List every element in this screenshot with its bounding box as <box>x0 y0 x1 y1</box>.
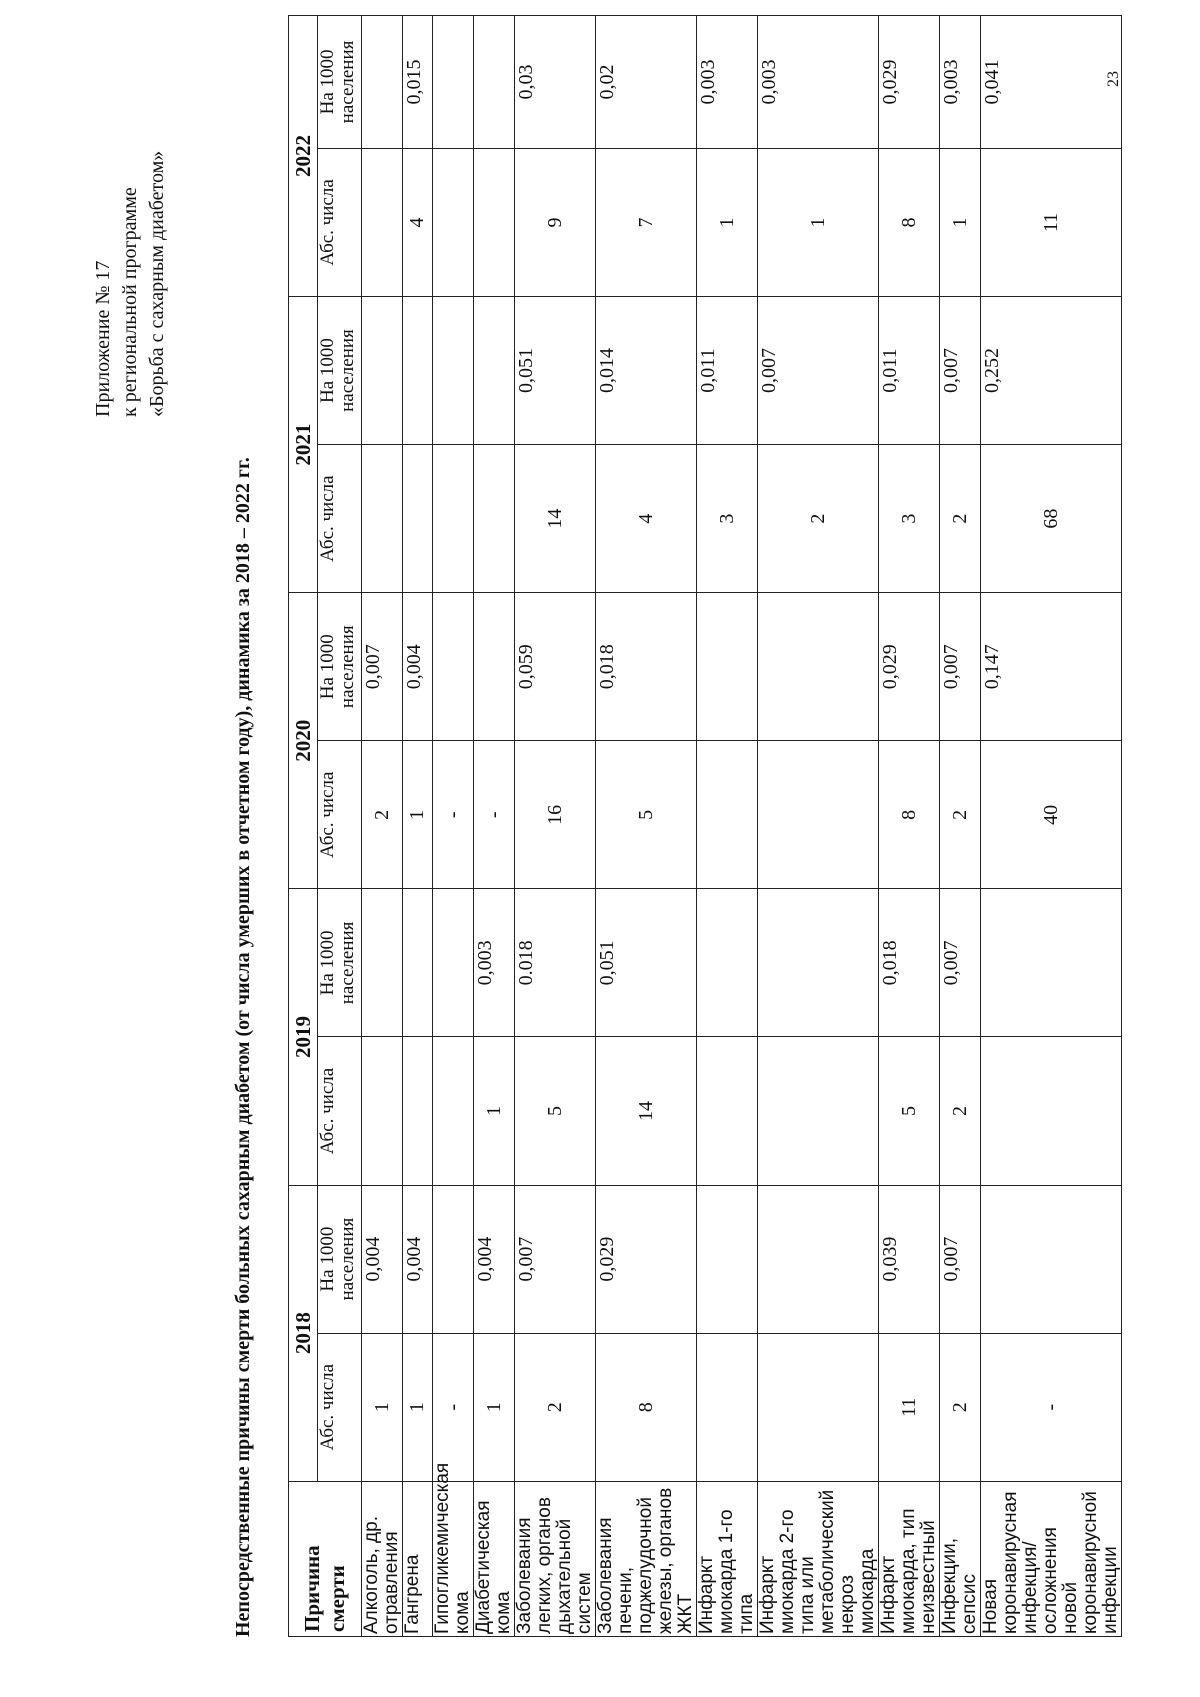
per-1000-cell: 0,147 <box>981 593 1122 741</box>
per-1000-header: На 1000 населения <box>318 593 362 741</box>
page-number: 23 <box>1105 71 1122 87</box>
table-row <box>981 16 1122 1637</box>
table-row <box>596 16 697 1637</box>
per-1000-cell <box>981 889 1122 1037</box>
year-header: 2022 <box>289 16 318 297</box>
subheader-row <box>318 16 362 1637</box>
per-1000-cell: 0,007 <box>758 297 879 445</box>
per-1000-cell: 0.018 <box>515 889 596 1037</box>
per-1000-cell <box>697 593 758 741</box>
abs-count-cell: - <box>433 741 474 889</box>
abs-count-cell: 14 <box>596 1037 697 1185</box>
cause-cell: Алкоголь, др. отравления <box>362 1481 403 1636</box>
abs-count-cell <box>433 148 474 296</box>
per-1000-cell: 0,02 <box>596 16 697 149</box>
abs-count-header: Абс. числа <box>318 1333 362 1481</box>
document-title: Непосредственные причины смерти больных сахарным диабетом (от числа умерших в отчетном году), динамика за 2018 – 2022 гг. <box>232 457 254 1637</box>
per-1000-cell: 0,029 <box>879 16 940 149</box>
abs-count-cell: - <box>981 1333 1122 1481</box>
abs-count-cell: 2 <box>940 1333 981 1481</box>
year-header-row <box>289 16 318 1637</box>
abs-count-cell <box>981 1037 1122 1185</box>
per-1000-cell: 0,007 <box>940 889 981 1037</box>
per-1000-cell: 0,003 <box>474 889 515 1037</box>
appendix-note <box>90 57 171 417</box>
abs-count-cell: 9 <box>515 148 596 296</box>
abs-count-cell: 1 <box>403 1333 433 1481</box>
abs-count-cell <box>433 1037 474 1185</box>
abs-count-cell <box>697 1333 758 1481</box>
abs-count-cell: 8 <box>879 741 940 889</box>
abs-count-cell <box>433 445 474 593</box>
appendix-line-1: Приложение № 17 <box>92 260 114 417</box>
per-1000-cell <box>433 16 474 149</box>
abs-count-cell: 7 <box>596 148 697 296</box>
per-1000-cell: 0,007 <box>940 593 981 741</box>
per-1000-cell: 0,003 <box>697 16 758 149</box>
per-1000-cell: 0,004 <box>362 1185 403 1333</box>
abs-count-cell: 4 <box>596 445 697 593</box>
abs-count-cell: 5 <box>879 1037 940 1185</box>
per-1000-cell: 0,029 <box>879 593 940 741</box>
per-1000-cell <box>362 889 403 1037</box>
abs-count-cell: 2 <box>940 741 981 889</box>
per-1000-header: На 1000 населения <box>318 1185 362 1333</box>
abs-count-cell <box>403 445 433 593</box>
per-1000-cell: 0,007 <box>362 593 403 741</box>
abs-count-cell: 1 <box>940 148 981 296</box>
appendix-line-3: «Борьба с сахарным диабетом» <box>146 150 168 417</box>
per-1000-cell <box>403 889 433 1037</box>
cause-cell: Заболевания легких, органов дыхательной систем <box>515 1481 596 1636</box>
cause-cell: Инфаркт миокарда, тип неизвестный <box>879 1481 940 1636</box>
abs-count-cell: 11 <box>981 148 1122 296</box>
per-1000-cell <box>362 297 403 445</box>
abs-count-cell: 2 <box>758 445 879 593</box>
per-1000-cell <box>981 1185 1122 1333</box>
per-1000-cell <box>474 297 515 445</box>
abs-count-cell: 3 <box>697 445 758 593</box>
per-1000-cell: 0,041 <box>981 16 1122 149</box>
per-1000-cell: 0,018 <box>596 593 697 741</box>
per-1000-cell: 0,059 <box>515 593 596 741</box>
abs-count-cell <box>403 1037 433 1185</box>
cause-cell: Новая коронавирусная инфекция/осложнения новой коронавирусной инфекции <box>981 1481 1122 1636</box>
abs-count-cell: 5 <box>596 741 697 889</box>
cause-column-header: Причина смерти <box>289 1481 362 1636</box>
per-1000-cell: 0,011 <box>697 297 758 445</box>
per-1000-cell: 0,007 <box>515 1185 596 1333</box>
per-1000-cell: 0,003 <box>940 16 981 149</box>
abs-count-cell <box>697 1037 758 1185</box>
per-1000-cell <box>433 1185 474 1333</box>
abs-count-cell: 8 <box>879 148 940 296</box>
abs-count-cell: 2 <box>940 445 981 593</box>
abs-count-cell: 40 <box>981 741 1122 889</box>
per-1000-cell: 0,252 <box>981 297 1122 445</box>
abs-count-cell <box>362 1037 403 1185</box>
per-1000-cell: 0,018 <box>879 889 940 1037</box>
abs-count-cell: 1 <box>474 1333 515 1481</box>
abs-count-cell: 68 <box>981 445 1122 593</box>
abs-count-cell: 11 <box>879 1333 940 1481</box>
per-1000-cell: 0,003 <box>758 16 879 149</box>
abs-count-cell: 1 <box>758 148 879 296</box>
abs-count-header: Абс. числа <box>318 148 362 296</box>
per-1000-cell <box>758 1185 879 1333</box>
per-1000-cell: 0,029 <box>596 1185 697 1333</box>
cause-cell: Инфаркт миокарда 2-го типа или метаболический некроз миокарда <box>758 1481 879 1636</box>
per-1000-cell: 0,011 <box>879 297 940 445</box>
abs-count-cell: 16 <box>515 741 596 889</box>
abs-count-cell: 1 <box>403 741 433 889</box>
per-1000-cell <box>403 297 433 445</box>
per-1000-cell <box>433 297 474 445</box>
abs-count-cell <box>758 1333 879 1481</box>
cause-cell: Заболевания печени, поджелудочной железы, органов ЖКТ <box>596 1481 697 1636</box>
table-row <box>474 16 515 1637</box>
table-row <box>433 16 474 1637</box>
abs-count-cell <box>697 741 758 889</box>
table-row <box>403 16 433 1637</box>
abs-count-cell <box>362 148 403 296</box>
table-row <box>362 16 403 1637</box>
per-1000-cell: 0,007 <box>940 297 981 445</box>
per-1000-cell: 0,015 <box>403 16 433 149</box>
per-1000-cell: 0,051 <box>596 889 697 1037</box>
year-header: 2021 <box>289 297 318 593</box>
abs-count-cell <box>474 148 515 296</box>
per-1000-header: На 1000 населения <box>318 889 362 1037</box>
appendix-line-2: к региональной программе <box>119 187 141 417</box>
abs-count-header: Абс. числа <box>318 445 362 593</box>
per-1000-cell <box>474 16 515 149</box>
abs-count-cell: - <box>433 1333 474 1481</box>
abs-count-cell <box>362 445 403 593</box>
abs-count-header: Абс. числа <box>318 741 362 889</box>
per-1000-cell <box>697 1185 758 1333</box>
cause-cell: Гангрена <box>403 1481 433 1636</box>
per-1000-header: На 1000 населения <box>318 16 362 149</box>
table-row <box>879 16 940 1637</box>
year-header: 2018 <box>289 1185 318 1481</box>
per-1000-cell: 0,007 <box>940 1185 981 1333</box>
per-1000-cell: 0,004 <box>474 1185 515 1333</box>
table-row <box>758 16 879 1637</box>
abs-count-cell: 14 <box>515 445 596 593</box>
per-1000-cell <box>697 889 758 1037</box>
abs-count-cell: 2 <box>940 1037 981 1185</box>
per-1000-cell: 0,004 <box>403 1185 433 1333</box>
year-header: 2019 <box>289 889 318 1185</box>
table-row <box>515 16 596 1637</box>
per-1000-cell: 0,051 <box>515 297 596 445</box>
abs-count-cell: 5 <box>515 1037 596 1185</box>
abs-count-cell: 1 <box>474 1037 515 1185</box>
abs-count-cell <box>758 1037 879 1185</box>
cause-cell: Инфаркт миокарда 1-го типа <box>697 1481 758 1636</box>
table-row <box>697 16 758 1637</box>
cause-cell: Диабетическая кома <box>474 1481 515 1636</box>
causes-table-wrapper <box>288 15 1122 1637</box>
abs-count-header: Абс. числа <box>318 1037 362 1185</box>
per-1000-cell: 0,004 <box>403 593 433 741</box>
causes-table <box>288 15 1122 1637</box>
table-body <box>362 16 1122 1637</box>
table-row <box>940 16 981 1637</box>
abs-count-cell: 8 <box>596 1333 697 1481</box>
abs-count-cell: 4 <box>403 148 433 296</box>
per-1000-header: На 1000 населения <box>318 297 362 445</box>
cause-cell: Инфекции, сепсис <box>940 1481 981 1636</box>
abs-count-cell <box>758 741 879 889</box>
abs-count-cell: 1 <box>697 148 758 296</box>
abs-count-cell: 1 <box>362 1333 403 1481</box>
abs-count-cell: 2 <box>362 741 403 889</box>
abs-count-cell <box>474 445 515 593</box>
abs-count-cell: 2 <box>515 1333 596 1481</box>
per-1000-cell <box>758 889 879 1037</box>
per-1000-cell: 0,039 <box>879 1185 940 1333</box>
abs-count-cell: 3 <box>879 445 940 593</box>
per-1000-cell <box>433 593 474 741</box>
per-1000-cell: 0,014 <box>596 297 697 445</box>
per-1000-cell <box>758 593 879 741</box>
cause-cell: Гипогликемическая кома <box>433 1481 474 1636</box>
year-header: 2020 <box>289 593 318 889</box>
per-1000-cell <box>433 889 474 1037</box>
per-1000-cell: 0,03 <box>515 16 596 149</box>
per-1000-cell <box>362 16 403 149</box>
per-1000-cell <box>474 593 515 741</box>
abs-count-cell: - <box>474 741 515 889</box>
